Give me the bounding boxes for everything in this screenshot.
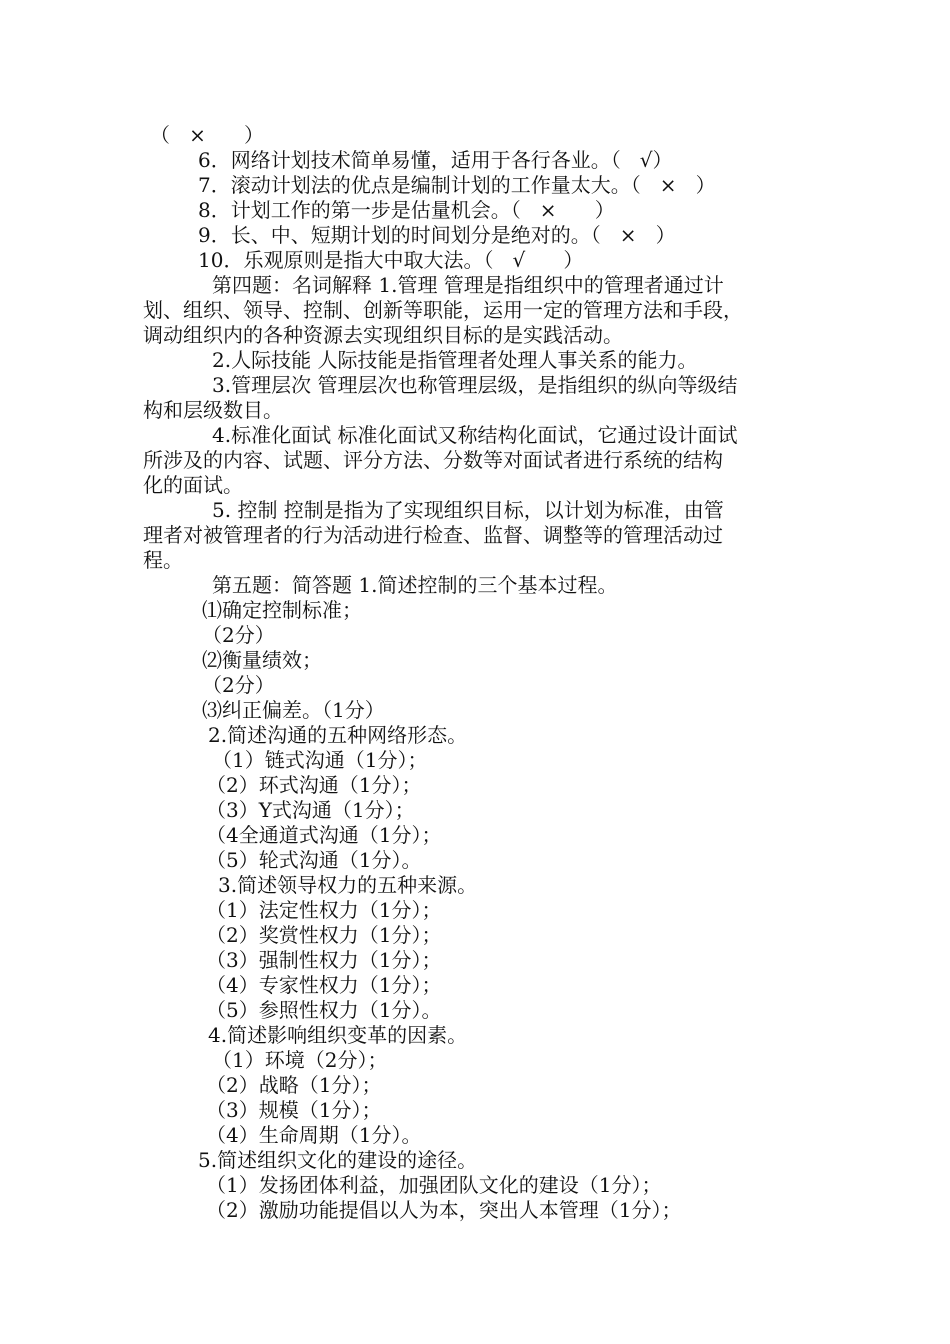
text-line: 3.简述领导权力的五种来源。 [218,873,478,897]
text-line: （4）专家性权力（1分）； [206,973,442,997]
text-line: （2）奖赏性权力（1分）； [206,923,442,947]
text-line: ⑵衡量绩效； [202,648,322,672]
text-line: 第四题：名词解释 1.管理 管理是指组织中的管理者通过计 [212,273,724,297]
text-line: （1）链式沟通（1分）； [212,748,428,772]
text-line: 7．滚动计划法的优点是编制计划的工作量太大。（ × ） [198,173,716,197]
text-line: 构和层级数目。 [143,398,283,422]
text-line: 2.人际技能 人际技能是指管理者处理人事关系的能力。 [212,348,698,372]
text-line: 3.管理层次 管理层次也称管理层级，是指组织的纵向等级结 [212,373,738,397]
text-line: 2.简述沟通的五种网络形态。 [208,723,468,747]
text-line: 5.简述组织文化的建设的途径。 [198,1148,478,1172]
text-line: （5）轮式沟通（1分）。 [206,848,422,872]
text-line: （2分） [202,673,275,697]
text-line: （2）激励功能提倡以人为本，突出人本管理（1分）； [206,1198,682,1222]
text-line: 调动组织内的各种资源去实现组织目标的是实践活动。 [143,323,623,347]
text-line: （2）战略（1分）； [206,1073,382,1097]
text-line: 8．计划工作的第一步是估量机会。（ × ） [198,198,615,222]
text-line: 第五题：简答题 1.简述控制的三个基本过程。 [212,573,618,597]
text-line: 化的面试。 [143,473,243,497]
text-line: （3）规模（1分）； [206,1098,382,1122]
text-line: （3）Y式沟通（1分）； [206,798,415,822]
text-line: （1）环境（2分）； [212,1048,388,1072]
text-line: ⑶纠正偏差。（1分） [202,698,385,722]
text-line: （ × ） [150,123,264,147]
text-line: （3）强制性权力（1分）； [206,948,442,972]
text-line: 程。 [143,548,183,572]
text-line: 4.标准化面试 标准化面试又称结构化面试，它通过设计面试 [212,423,738,447]
text-line: （1）发扬团体利益，加强团队文化的建设（1分）； [206,1173,662,1197]
text-line: （1）法定性权力（1分）； [206,898,442,922]
text-line: 9．长、中、短期计划的时间划分是绝对的。（ × ） [198,223,676,247]
text-line: （2）环式沟通（1分）； [206,773,422,797]
text-line: 所涉及的内容、试题、评分方法、分数等对面试者进行系统的结构 [143,448,723,472]
text-line: （2分） [202,623,275,647]
text-line: 划、组织、领导、控制、创新等职能，运用一定的管理方法和手段， [143,298,743,322]
text-line: 4.简述影响组织变革的因素。 [208,1023,468,1047]
text-line: 6．网络计划技术简单易懂，适用于各行各业。（ √） [198,148,673,172]
text-line: 10．乐观原则是指大中取大法。（ √ ） [198,248,584,272]
text-line: （5）参照性权力（1分）。 [206,998,442,1022]
text-line: 5. 控制 控制是指为了实现组织目标，以计划为标准，由管 [212,498,724,522]
text-line: （4）生命周期（1分）。 [206,1123,422,1147]
text-line: （4全通道式沟通（1分）； [206,823,442,847]
text-line: ⑴确定控制标准； [202,598,362,622]
text-line: 理者对被管理者的行为活动进行检查、监督、调整等的管理活动过 [143,523,723,547]
